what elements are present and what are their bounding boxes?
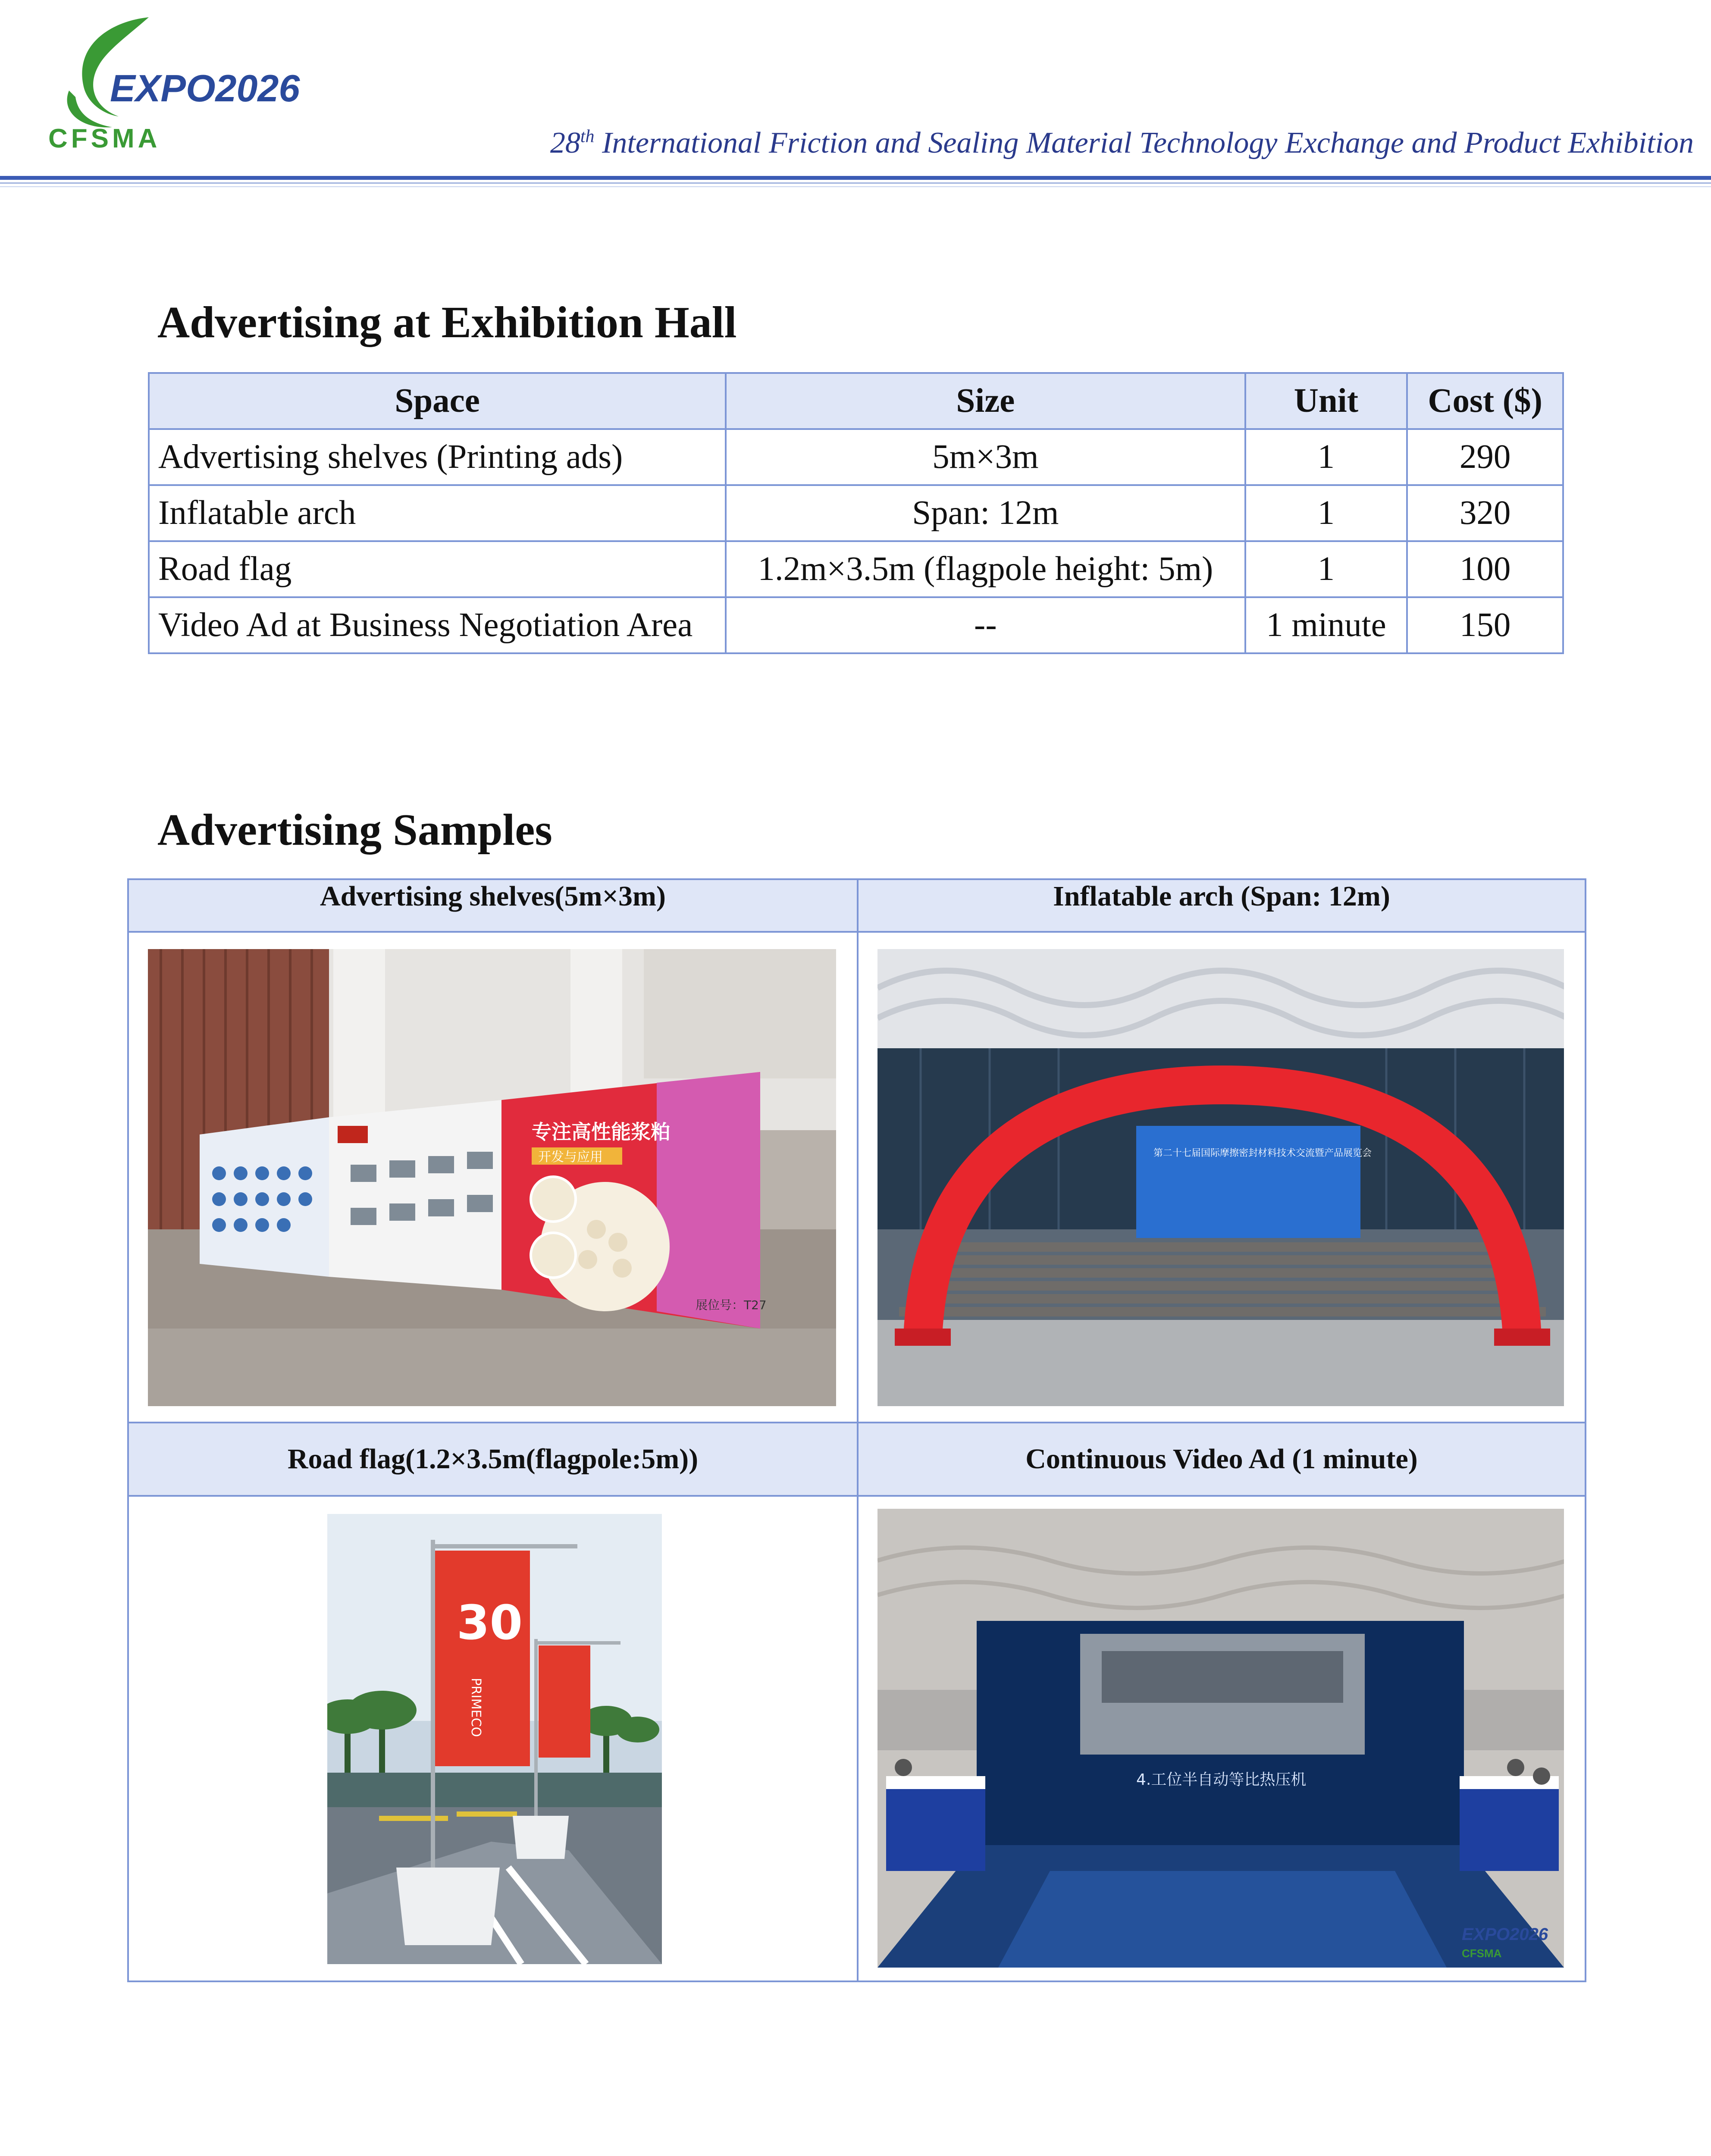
header-rule-thin xyxy=(0,182,1711,184)
column-header: Unit xyxy=(1245,373,1407,429)
video-logo-org: CFSMA xyxy=(1462,1947,1502,1960)
samples-grid xyxy=(127,878,1586,1982)
space-cell: Video Ad at Business Negotiation Area xyxy=(149,597,726,653)
cost-cell: 320 xyxy=(1407,485,1563,541)
shelf-banner-subtitle: 开发与应用 xyxy=(538,1150,603,1165)
arch-screen-text: 第二十七届国际摩擦密封材料技术交流暨产品展览会 xyxy=(1153,1148,1372,1159)
table-row xyxy=(149,429,1563,485)
unit-cell: 1 xyxy=(1245,485,1407,541)
advertising-shelves-photo xyxy=(148,949,836,1406)
table-row xyxy=(149,597,1563,653)
video-ad-photo xyxy=(877,1509,1564,1968)
sample-label: Inflatable arch (Span: 12m) xyxy=(858,879,1586,932)
size-cell: 1.2m×3.5m (flagpole height: 5m) xyxy=(726,541,1245,597)
exhibition-name: International Friction and Sealing Material Technology Exchange and Product Exhibition xyxy=(602,126,1694,160)
unit-cell: 1 xyxy=(1245,429,1407,485)
inflatable-arch-photo xyxy=(877,949,1564,1406)
header-rule-faint xyxy=(0,186,1711,187)
sample-label: Continuous Video Ad (1 minute) xyxy=(858,1423,1586,1496)
edition-number: 28 xyxy=(550,126,580,160)
video-screen-caption: 4.工位半自动等比热压机 xyxy=(1136,1771,1307,1789)
column-header: Space xyxy=(149,373,726,429)
cost-cell: 150 xyxy=(1407,597,1563,653)
size-cell: 5m×3m xyxy=(726,429,1245,485)
shelf-banner-title: 专注高性能浆粕 xyxy=(532,1120,671,1144)
column-header: Size xyxy=(726,373,1245,429)
road-flag-photo xyxy=(327,1514,662,1964)
edition-suffix: th xyxy=(580,126,595,147)
sample-photo-cell xyxy=(858,932,1586,1423)
table-header-row xyxy=(149,373,1563,429)
expo2026-logo xyxy=(43,13,302,155)
table-row xyxy=(149,541,1563,597)
section-title-hall: Advertising at Exhibition Hall xyxy=(157,298,737,347)
section-title-samples: Advertising Samples xyxy=(157,805,552,855)
sample-label: Road flag(1.2×3.5m(flagpole:5m)) xyxy=(128,1423,858,1496)
video-logo-mark: EXPO2026 xyxy=(1462,1925,1548,1944)
flag-number-text: 30 xyxy=(457,1595,523,1650)
sample-photo-cell xyxy=(128,1496,858,1981)
column-header: Cost ($) xyxy=(1407,373,1563,429)
table-row xyxy=(149,485,1563,541)
size-cell: Span: 12m xyxy=(726,485,1245,541)
sample-photo-cell xyxy=(858,1496,1586,1981)
space-cell: Road flag xyxy=(149,541,726,597)
size-cell: -- xyxy=(726,597,1245,653)
header-subtitle xyxy=(550,126,1694,160)
logo-wordmark: EXPO2026 xyxy=(110,67,300,110)
logo-org: CFSMA xyxy=(48,124,161,154)
sample-label: Advertising shelves(5m×3m) xyxy=(128,879,858,932)
cost-cell: 100 xyxy=(1407,541,1563,597)
flag-brand-text: PRIMECO xyxy=(468,1678,483,1737)
space-cell: Advertising shelves (Printing ads) xyxy=(149,429,726,485)
space-cell: Inflatable arch xyxy=(149,485,726,541)
sample-photo-cell xyxy=(128,932,858,1423)
cost-cell: 290 xyxy=(1407,429,1563,485)
unit-cell: 1 minute xyxy=(1245,597,1407,653)
unit-cell: 1 xyxy=(1245,541,1407,597)
header-rule xyxy=(0,176,1711,180)
pricing-table xyxy=(148,372,1564,654)
booth-number-text: 展位号：T27 xyxy=(696,1298,767,1312)
